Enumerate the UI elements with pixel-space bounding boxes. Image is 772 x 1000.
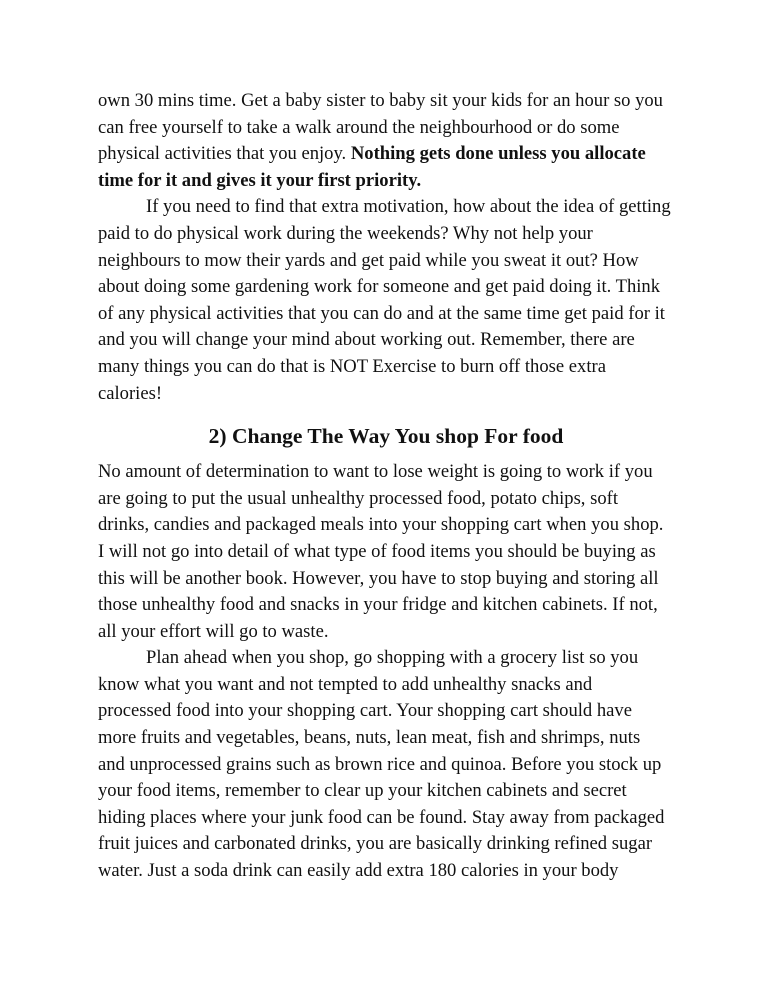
text-line-mixed	[98, 141, 698, 168]
text-line: neighbours to mow their yards and get paid while you sweat it out? How	[98, 249, 639, 271]
text-line: paid to do physical work during the weekends? Why not help your	[98, 222, 593, 244]
text-line: and unprocessed grains such as brown rice and quinoa. Before you stock up	[98, 753, 662, 775]
text-line: I will not go into detail of what type of food items you should be buying as	[98, 540, 656, 562]
text-line: own 30 mins time. Get a baby sister to baby sit your kids for an hour so you	[98, 90, 663, 111]
text-line: about doing some gardening work for someone and get paid doing it. Think	[98, 276, 661, 298]
text-emphasis-line: time for it and gives it your first priority.	[98, 169, 422, 191]
text-line: calories!	[98, 382, 163, 404]
section-heading: 2) Change The Way You shop For food	[208, 424, 564, 449]
text-line: this will be another book. However, you have to stop buying and storing all	[98, 567, 659, 589]
text-line: can free yourself to take a walk around the neighbourhood or do some	[98, 116, 620, 138]
text-line: and you will change your mind about working out. Remember, there are	[98, 329, 635, 351]
text-line: of any physical activities that you can do and at the same time get paid for it	[98, 302, 665, 324]
text-line: drinks, candies and packaged meals into your shopping cart when you shop.	[98, 514, 664, 536]
paragraph-section1-end	[98, 88, 698, 194]
text-line: hiding places where your junk food can be found. Stay away from packaged	[98, 806, 665, 828]
text-line: are going to put the usual unhealthy processed food, potato chips, soft	[98, 487, 618, 509]
text-plain: physical activities that you enjoy.	[98, 143, 351, 165]
text-line: water. Just a soda drink can easily add extra 180 calories in your body	[98, 860, 619, 882]
text-line: more fruits and vegetables, beans, nuts, lean meat, fish and shrimps, nuts	[98, 727, 641, 749]
text-column	[98, 88, 698, 885]
text-line: processed food into your shopping cart. Your shopping cart should have	[98, 700, 632, 722]
paragraph-motivation	[98, 194, 698, 407]
text-line: many things you can do that is NOT Exercise to burn off those extra	[98, 355, 606, 377]
text-line: those unhealthy food and snacks in your fridge and kitchen cabinets. If not,	[98, 594, 658, 616]
text-line: know what you want and not tempted to add unhealthy snacks and	[98, 673, 593, 695]
paragraph-determination	[98, 459, 698, 645]
text-line: fruit juices and carbonated drinks, you are basically drinking refined sugar	[98, 833, 653, 855]
text-line: Plan ahead when you shop, go shopping with a grocery list so you	[146, 647, 639, 669]
text-emphasis: Nothing gets done unless you allocate	[350, 143, 646, 165]
paragraph-plan	[98, 645, 698, 884]
text-line: your food items, remember to clear up your kitchen cabinets and secret	[98, 780, 627, 802]
text-line: all your effort will go to waste.	[98, 620, 329, 642]
text-line: No amount of determination to want to lose weight is going to work if you	[98, 461, 653, 483]
text-line: If you need to find that extra motivation, how about the idea of getting	[146, 196, 671, 218]
